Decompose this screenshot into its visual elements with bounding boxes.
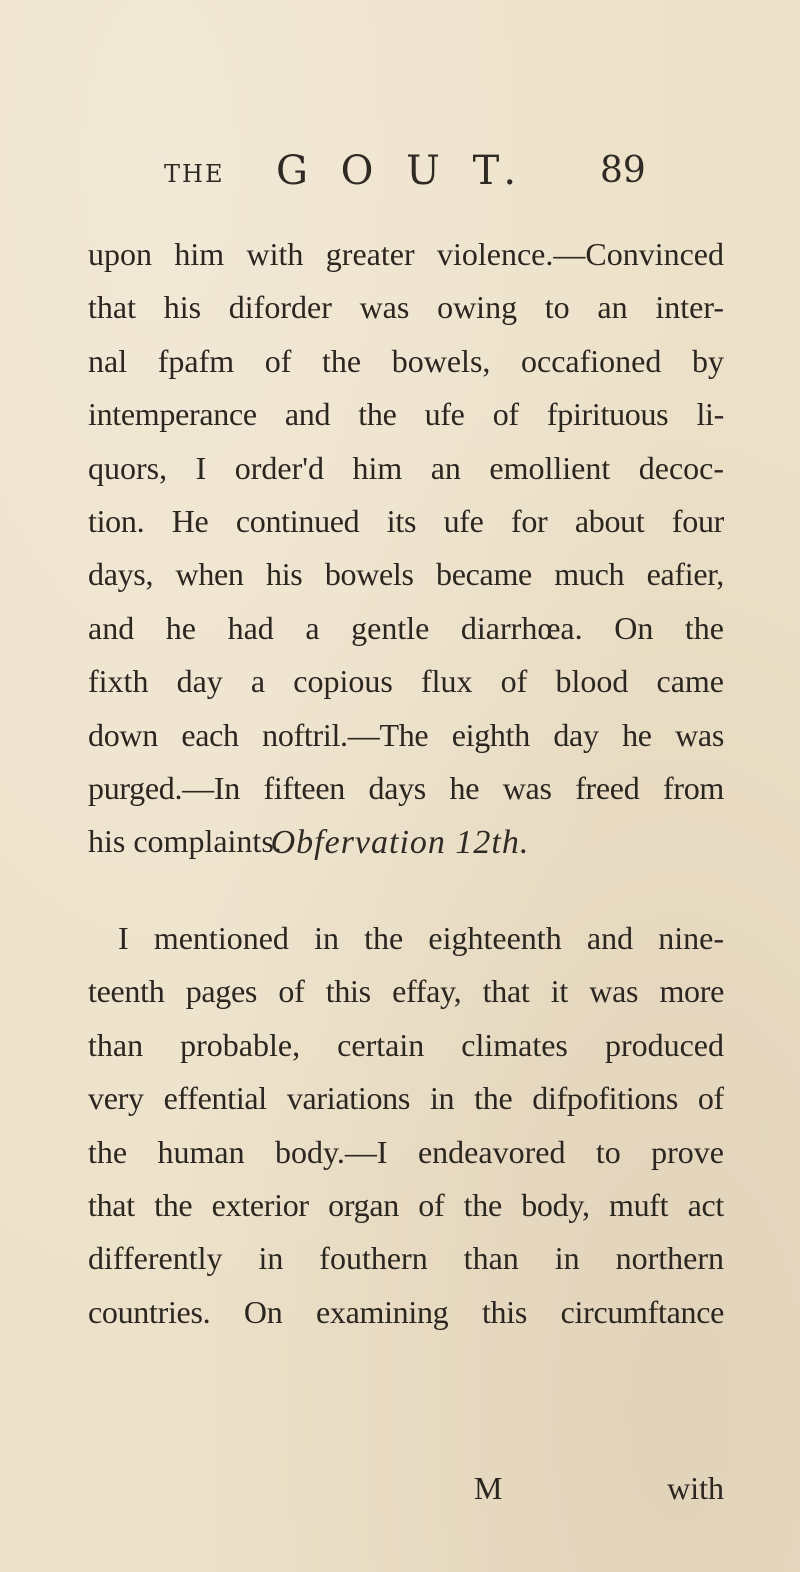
text-line: than probable, certain climates produced [88, 1026, 724, 1063]
text-line: I mentioned in the eighteenth and nine- [118, 920, 724, 956]
signature-mark: M [474, 1470, 503, 1506]
text-line: intemperance and the ufe of fpirituous li- [88, 396, 724, 433]
text-line: upon him with greater violence.—Convinced [88, 236, 724, 272]
catchword: with [667, 1470, 724, 1506]
running-head-article: THE [164, 160, 225, 188]
text-line: his complaints. [88, 823, 282, 860]
text-line: purged.—In fifteen days he was freed from [88, 769, 724, 806]
text-line: fixth day a copious flux of blood came [88, 663, 724, 700]
text-line: days, when his bowels became much eafier, [88, 556, 724, 593]
text-line: differently in fouthern than in northern [88, 1240, 724, 1277]
observation-heading: Obfervation 12th. [270, 824, 530, 861]
text-line: the human body.—I endeavored to prove [88, 1133, 724, 1170]
running-head-title: G O U T. [276, 148, 527, 194]
text-line: quors, I order'd him an emollient decoc- [88, 449, 724, 486]
page-number: 89 [600, 150, 646, 191]
paragraph-observation [88, 912, 724, 1339]
text-line: that the exterior organ of the body, muft act [88, 1186, 724, 1223]
text-line: down each noftril.—The eighth day he was [88, 716, 724, 753]
text-line: that his diforder was owing to an inter- [88, 289, 724, 326]
text-line: countries. On examining this circumftance [88, 1293, 724, 1330]
text-line: very effential variations in the difpofitions of [88, 1080, 724, 1117]
running-head [164, 140, 664, 200]
paragraph-case-conclusion [88, 228, 724, 869]
text-line: tion. He continued its ufe for about four [88, 502, 724, 539]
text-line: teenth pages of this effay, that it was more [88, 973, 724, 1010]
text-line: nal fpafm of the bowels, occafioned by [88, 342, 724, 379]
page-footer [88, 1470, 724, 1514]
text-line: and he had a gentle diarrhœa. On the [88, 609, 724, 646]
